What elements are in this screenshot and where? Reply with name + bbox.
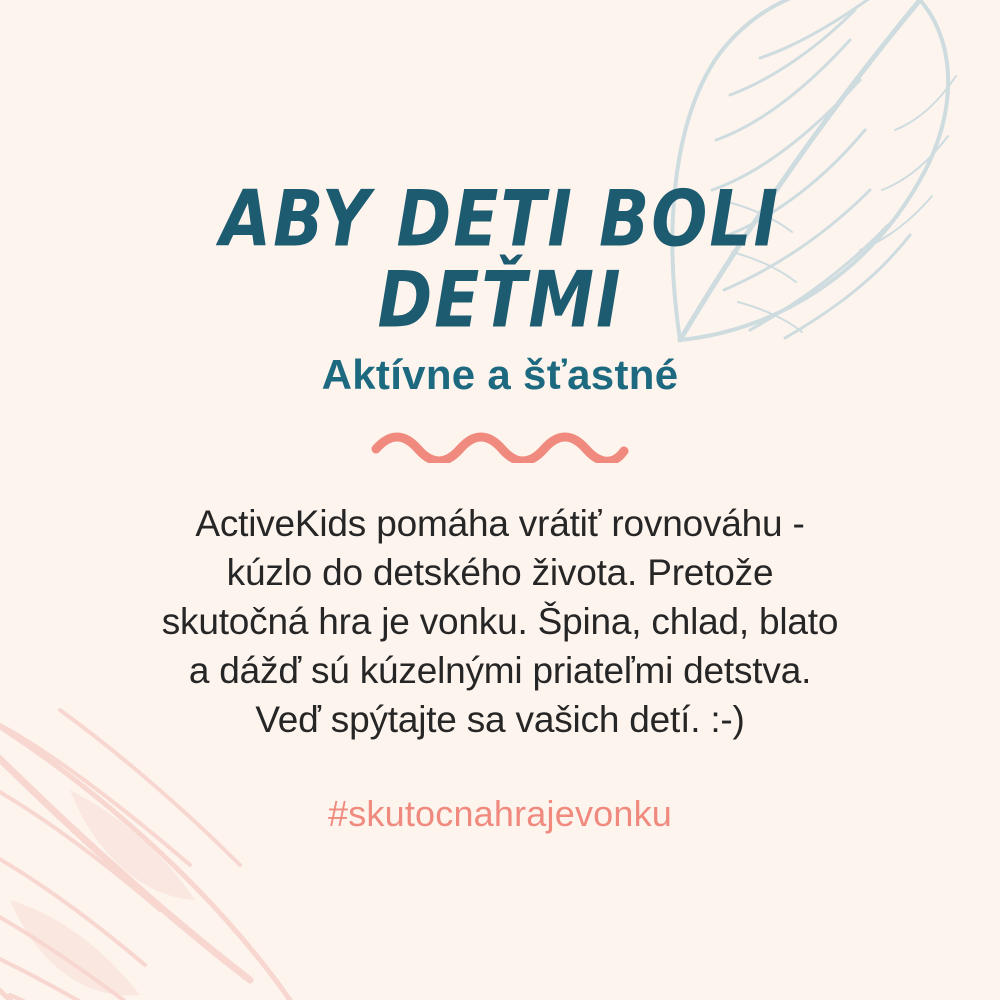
divider: [90, 429, 910, 463]
subtitle: Aktívne a šťastné: [321, 350, 679, 398]
wavy-squiggle-icon: [370, 429, 630, 463]
page-title: ABY DETI BOLI DEŤMI: [220, 173, 780, 346]
hashtag: #skutocnahrajevonku: [327, 792, 673, 834]
body-paragraph: ActiveKids pomáha vrátiť rovnováhu - kúzlo do detského života. Pretože skutočná hra je vonku. Špina, chlad, blato a dážď sú kúzelnými priateľmi detstva. Veď spýtajte sa vašich detí. :-): [161, 502, 839, 741]
poster-content: [0, 173, 1000, 835]
